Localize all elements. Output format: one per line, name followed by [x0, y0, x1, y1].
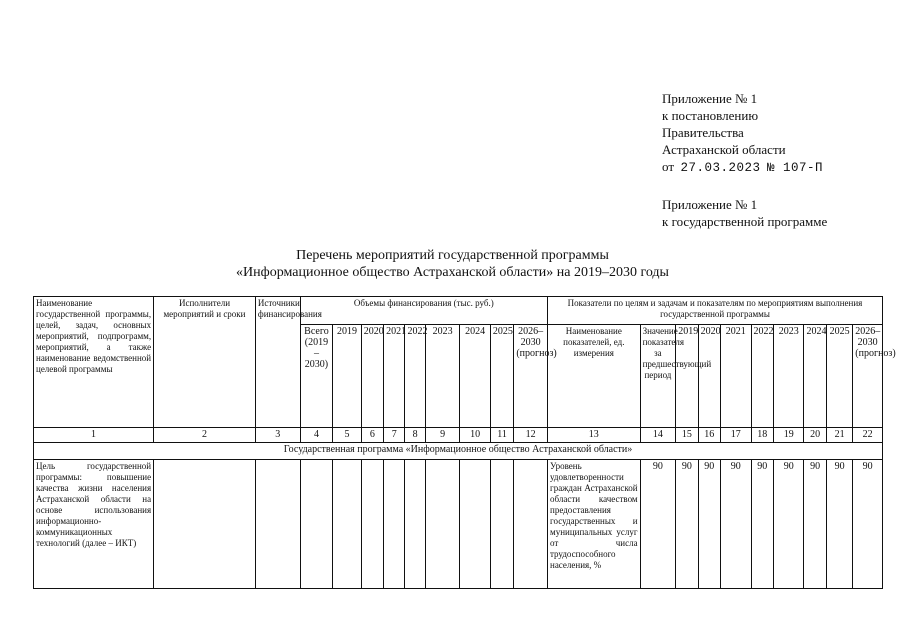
column-number: 16	[698, 428, 720, 443]
empty-cell	[361, 460, 383, 589]
appendix-1-line: Правительства	[662, 125, 744, 140]
header-indicators-group: Показатели по целям и задачам и показателям по мероприятиям выполнения государственной программы	[548, 297, 883, 325]
title-line-2: «Информационное общество Астраханской области» на 2019–2030 годы	[236, 265, 669, 280]
goal-name: Цель государственной программы: повышение качества жизни населения Астраханской области на основе использования информационно-коммуникационных технологий (далее – ИКТ)	[34, 460, 154, 589]
document-title	[0, 247, 905, 281]
column-number: 3	[255, 428, 300, 443]
header-year: 2019	[676, 325, 698, 428]
column-number: 14	[640, 428, 676, 443]
header-year: 2022	[405, 325, 425, 428]
appendix-2-line: к государственной программе	[662, 214, 828, 229]
measures-table	[33, 296, 896, 589]
program-title: Государственная программа «Информационное общество Астраханской области»	[34, 443, 883, 460]
column-number: 19	[773, 428, 804, 443]
empty-cell	[333, 460, 361, 589]
column-number: 11	[490, 428, 513, 443]
header-year: 2024	[804, 325, 826, 428]
column-number: 6	[361, 428, 383, 443]
header-year: 2023	[425, 325, 460, 428]
goal-indicator: Уровень удовлетворенности граждан Астраханской области качеством предоставления государственных и муниципальных услуг от числа трудоспособного населения, %	[548, 460, 641, 589]
column-number: 12	[514, 428, 548, 443]
appendix-2-line: Приложение № 1	[662, 197, 758, 212]
column-number: 7	[384, 428, 405, 443]
empty-cell	[154, 460, 256, 589]
appendix-1-line: Астраханской области	[662, 142, 786, 157]
column-number: 1	[34, 428, 154, 443]
header-indicator-name: Наименование показателей, ед. измерения	[548, 325, 641, 428]
header-year: 2022	[751, 325, 773, 428]
program-row	[34, 443, 883, 460]
title-line-1: Перечень мероприятий государственной программы	[296, 248, 609, 263]
header-year: 2021	[721, 325, 752, 428]
header-name: Наименование государственной программы, целей, задач, основных мероприятий, подпрограмм, мероприятий, а также наименование ведомственной целевой программы	[34, 297, 154, 428]
decree-number: № 107-П	[767, 161, 824, 175]
appendix-1-block	[662, 90, 823, 177]
header-executors: Исполнители мероприятий и сроки	[154, 297, 256, 428]
column-number: 2	[154, 428, 256, 443]
empty-cell	[300, 460, 333, 589]
column-number: 21	[826, 428, 852, 443]
column-number: 4	[300, 428, 333, 443]
header-year: 2024	[460, 325, 491, 428]
appendix-1-date-line	[662, 158, 823, 177]
column-number: 10	[460, 428, 491, 443]
indicator-value: 90	[826, 460, 852, 589]
header-year: 2025	[826, 325, 852, 428]
column-number: 8	[405, 428, 425, 443]
indicator-value: 90	[853, 460, 883, 589]
empty-cell	[384, 460, 405, 589]
header-year: 2020	[698, 325, 720, 428]
decree-date: 27.03.2023	[680, 161, 761, 175]
indicator-value: 90	[640, 460, 676, 589]
empty-cell	[425, 460, 460, 589]
header-prior-value: Значение показателя за предшествующий период	[640, 325, 676, 428]
indicator-value: 90	[698, 460, 720, 589]
indicator-value: 90	[804, 460, 826, 589]
header-year: 2021	[384, 325, 405, 428]
column-number: 22	[853, 428, 883, 443]
column-number: 9	[425, 428, 460, 443]
empty-cell	[405, 460, 425, 589]
column-number: 13	[548, 428, 641, 443]
header-year: 2020	[361, 325, 383, 428]
header-sources: Источники финансирования	[255, 297, 300, 428]
header-year: 2023	[773, 325, 804, 428]
column-number: 5	[333, 428, 361, 443]
empty-cell	[514, 460, 548, 589]
indicator-value: 90	[676, 460, 698, 589]
column-number: 17	[721, 428, 752, 443]
header-year: 2025	[490, 325, 513, 428]
indicator-value: 90	[751, 460, 773, 589]
goal-row	[34, 460, 883, 589]
header-forecast: 2026–2030 (прогноз)	[514, 325, 548, 428]
appendix-1-line: к постановлению	[662, 108, 759, 123]
header-funding-group: Объемы финансирования (тыс. руб.)	[300, 297, 547, 325]
empty-cell	[460, 460, 491, 589]
empty-cell	[490, 460, 513, 589]
header-year: 2019	[333, 325, 361, 428]
column-number: 15	[676, 428, 698, 443]
header-row-1	[34, 297, 883, 325]
appendix-2-block	[662, 196, 827, 230]
indicator-value: 90	[773, 460, 804, 589]
header-total: Всего (2019 – 2030)	[300, 325, 333, 428]
column-number: 20	[804, 428, 826, 443]
column-number-row	[34, 428, 883, 443]
date-prefix: от	[662, 159, 675, 174]
header-forecast: 2026–2030 (прогноз)	[853, 325, 883, 428]
empty-cell	[255, 460, 300, 589]
indicator-value: 90	[721, 460, 752, 589]
column-number: 18	[751, 428, 773, 443]
appendix-1-line: Приложение № 1	[662, 91, 758, 106]
